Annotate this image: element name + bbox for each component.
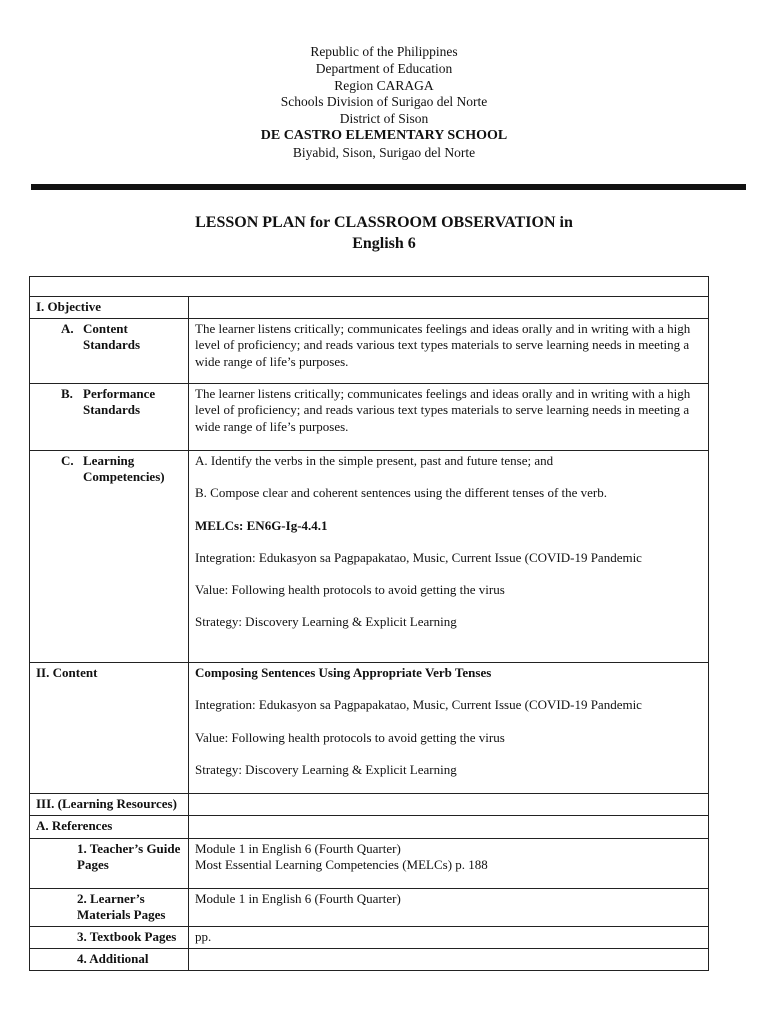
row-label xyxy=(30,838,189,888)
school-address: Biyabid, Sison, Surigao del Norte xyxy=(292,144,476,160)
learners-materials-text: Module 1 in English 6 (Fourth Quarter) xyxy=(189,888,709,926)
table-header-cell xyxy=(30,277,709,297)
table-row xyxy=(30,888,709,926)
performance-standards-text: The learner listens critically; communicates feelings and ideas orally and in writing with a high level of proficiency; and reads various text types materials to serve learning needs in meeting a wide range of life’s purposes. xyxy=(189,384,709,451)
header-line: Republic of the Philippines xyxy=(310,44,458,59)
strategy-text: Strategy: Discovery Learning & Explicit Learning xyxy=(195,614,457,630)
row-label xyxy=(30,663,189,794)
header-line: Region CARAGA xyxy=(334,77,434,93)
table-row xyxy=(30,816,709,838)
row-value xyxy=(189,663,709,794)
header-line: District of Sison xyxy=(339,111,429,127)
learning-resources-label: III. (Learning Resources) xyxy=(36,796,177,812)
melcs-code: MELCs: EN6G-Ig-4.4.1 xyxy=(195,517,328,533)
learning-competencies-label: Learning Competencies) xyxy=(83,453,165,485)
row-label xyxy=(30,888,189,926)
header-divider xyxy=(31,184,746,190)
table-row xyxy=(30,794,709,816)
textbook-text: pp. xyxy=(189,927,709,949)
row-label xyxy=(30,816,189,838)
row-value xyxy=(189,794,709,816)
header-line: Schools Division of Surigao del Norte xyxy=(280,94,488,110)
row-label xyxy=(30,949,189,971)
table-row xyxy=(30,277,709,297)
title-line-1: LESSON PLAN for CLASSROOM OBSERVATION in xyxy=(195,214,573,231)
header-line: Department of Education xyxy=(315,60,453,76)
table-row xyxy=(30,663,709,794)
teachers-guide-line-2: Most Essential Learning Competencies (MELCs) p. 188 xyxy=(195,856,488,872)
teachers-guide-line-1: Module 1 in English 6 (Fourth Quarter) xyxy=(195,840,401,856)
competency-a: A. Identify the verbs in the simple present, past and future tense; and xyxy=(195,453,554,469)
value-text: Value: Following health protocols to avoid getting the virus xyxy=(195,729,505,745)
content-label: II. Content xyxy=(36,665,98,681)
item-letter: B. xyxy=(61,386,73,402)
strategy-text: Strategy: Discovery Learning & Explicit Learning xyxy=(195,761,457,777)
document-header xyxy=(0,44,768,162)
row-label xyxy=(30,384,189,451)
textbook-label: 3. Textbook Pages xyxy=(77,929,177,945)
value-text: Value: Following health protocols to avoid getting the virus xyxy=(195,582,505,598)
row-label xyxy=(30,927,189,949)
competency-b: B. Compose clear and coherent sentences using the different tenses of the verb. xyxy=(195,485,608,501)
table-row xyxy=(30,949,709,971)
performance-standards-label: Performance Standards xyxy=(83,386,156,418)
table-row xyxy=(30,838,709,888)
item-letter: A. xyxy=(61,321,74,337)
additional-label: 4. Additional xyxy=(77,951,149,967)
learners-materials-label: 2. Learner’s Materials Pages xyxy=(77,890,166,922)
row-value xyxy=(189,816,709,838)
objective-label: I. Objective xyxy=(36,299,101,314)
document-title xyxy=(0,212,768,254)
row-value xyxy=(189,297,709,319)
row-label xyxy=(30,451,189,663)
item-letter: C. xyxy=(61,453,74,469)
content-standards-text: The learner listens critically; communicates feelings and ideas orally and in writing with a high level of proficiency; and reads various text types materials to serve learning needs in meeting a wide range of life’s purposes. xyxy=(189,319,709,384)
lesson-plan-table xyxy=(29,276,709,971)
content-standards-label: Content Standards xyxy=(83,321,141,353)
table-row xyxy=(30,297,709,319)
table-row xyxy=(30,384,709,451)
teachers-guide-label: 1. Teacher’s Guide Pages xyxy=(77,840,181,872)
table-row xyxy=(30,319,709,384)
integration-text: Integration: Edukasyon sa Pagpapakatao, Music, Current Issue (COVID-19 Pandemic xyxy=(195,549,642,565)
integration-text: Integration: Edukasyon sa Pagpapakatao, Music, Current Issue (COVID-19 Pandemic xyxy=(195,697,642,713)
row-label xyxy=(30,297,189,319)
table-row xyxy=(30,927,709,949)
row-label xyxy=(30,319,189,384)
table-row xyxy=(30,451,709,663)
references-label: A. References xyxy=(36,818,113,834)
content-topic: Composing Sentences Using Appropriate Verb Tenses xyxy=(195,665,492,681)
row-value xyxy=(189,838,709,888)
row-value xyxy=(189,949,709,971)
row-label xyxy=(30,794,189,816)
school-name: DE CASTRO ELEMENTARY SCHOOL xyxy=(260,127,508,143)
row-value xyxy=(189,451,709,663)
title-line-2: English 6 xyxy=(352,235,416,252)
